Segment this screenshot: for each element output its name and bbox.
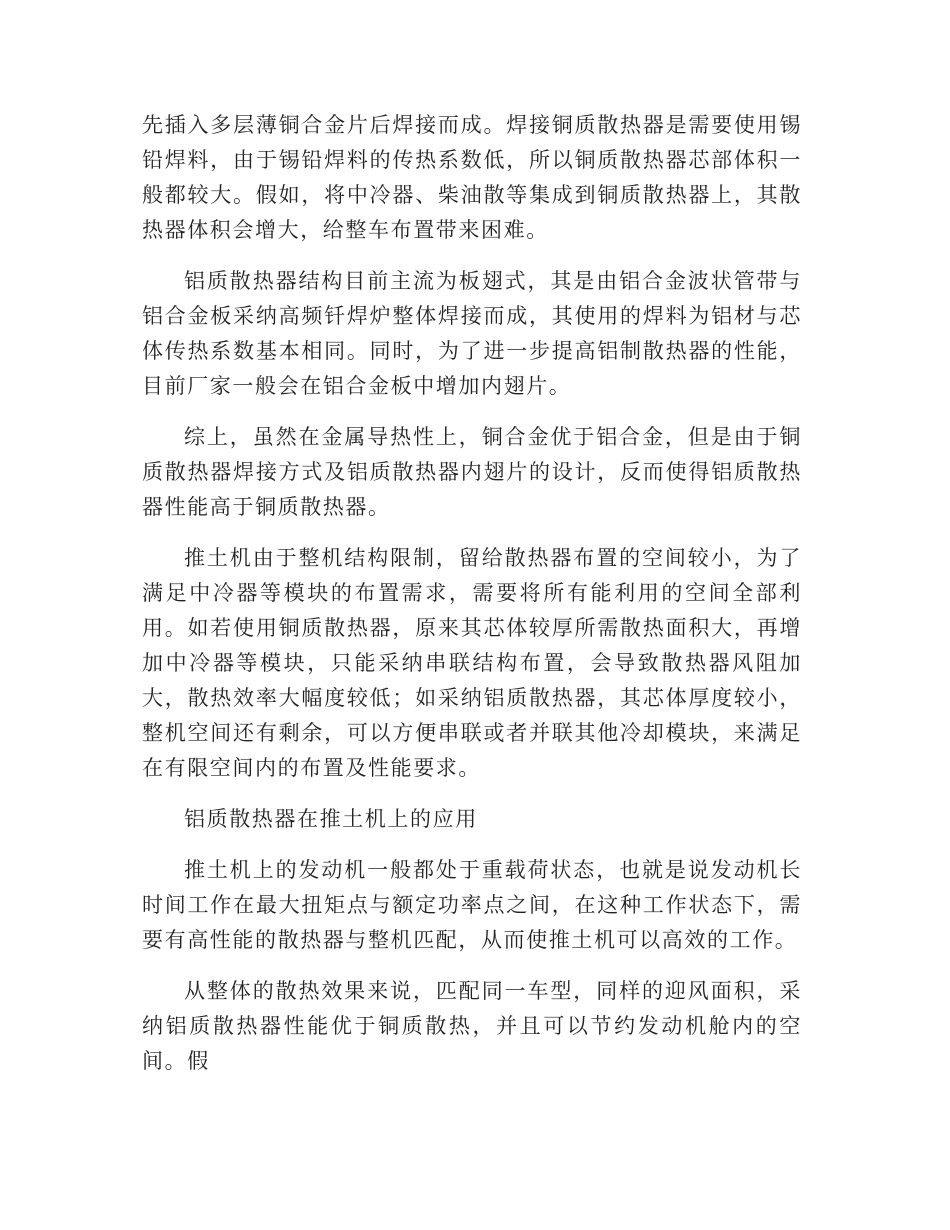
paragraph-overall-cooling-effect: 从整体的散热效果来说，匹配同一车型，同样的迎风面积，采纳铝质散热器性能优于铜质散热，并且可以节约发动机舱内的空间。假 xyxy=(142,979,802,1073)
paragraph-continued-copper-radiator: 先插入多层薄铜合金片后焊接而成。焊接铜质散热器是需要使用锡铅焊料，由于锡铅焊料的传热系数低，所以铜质散热器芯部体积一般都较大。假如，将中冷器、柴油散等集成到铜质散热器上，其散热器体积会增大，给整车布置带来困难。 xyxy=(142,113,802,242)
paragraph-summary-comparison: 综上，虽然在金属导热性上，铜合金优于铝合金，但是由于铜质散热器焊接方式及铝质散热器内翅片的设计，反而使得铝质散热器性能高于铜质散热器。 xyxy=(142,425,802,519)
paragraph-aluminum-radiator-structure: 铝质散热器结构目前主流为板翅式，其是由铝合金波状管带与铝合金板采纳高频钎焊炉整体焊接而成，其使用的焊料为铝材与芯体传热系数基本相同。同时，为了进一步提高铝制散热器的性能，目前厂家一般会在铝合金板中增加内翅片。 xyxy=(142,269,802,398)
section-heading: 铝质散热器在推土机上的应用 xyxy=(184,807,478,831)
paragraph-engine-heavy-load: 推土机上的发动机一般都处于重载荷状态，也就是说发动机长时间工作在最大扭矩点与额定功率点之间，在这种工作状态下，需要有高性能的散热器与整机匹配，从而使推土机可以高效的工作。 xyxy=(142,858,802,952)
paragraph-bulldozer-space-limit: 推土机由于整机结构限制，留给散热器布置的空间较小，为了满足中冷器等模块的布置需求，需要将所有能利用的空间全部利用。如若使用铜质散热器，原来其芯体较厚所需散热面积大，再增加中冷器等模块，只能采纳串联结构布置，会导致散热器风阻加大，散热效率大幅度较低；如采纳铝质散热器，其芯体厚度较小，整机空间还有剩余，可以方便串联或者并联其他冷却模块，来满足在有限空间内的布置及性能要求。 xyxy=(142,546,802,780)
document-body xyxy=(142,108,802,1095)
